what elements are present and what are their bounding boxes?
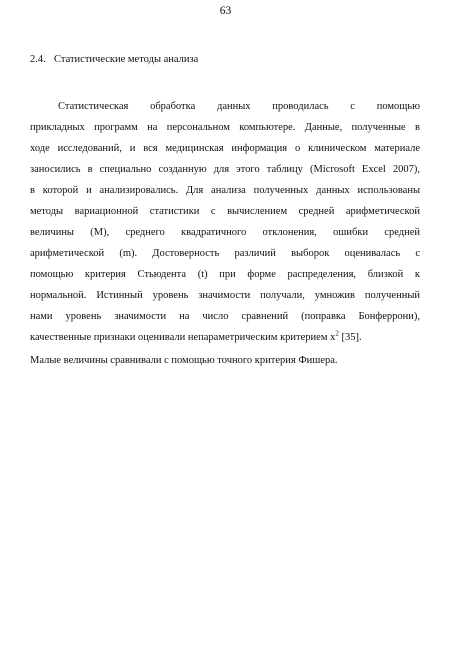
- statistics-paragraph: [30, 96, 420, 348]
- paragraph-line: арифметической (m). Достоверность различий выборок оценивалась с: [30, 248, 420, 259]
- paragraph-line: помощью критерия Стьюдента (t) при форме распределения, близкой к: [30, 269, 420, 280]
- section-title: Статистические методы анализа: [54, 54, 199, 65]
- paragraph-line: Малые величины сравнивали с помощью точного критерия Фишера.: [30, 355, 338, 366]
- paragraph-line: в которой и анализировались. Для анализа полученных данных использованы: [30, 185, 420, 196]
- paragraph-line: нормальной. Истинный уровень значимости получали, умножив полученный: [30, 290, 420, 301]
- reference-citation: [35].: [338, 332, 362, 343]
- paragraph-line: ходе исследований, и вся медицинская информация о клиническом материале: [30, 143, 420, 154]
- last-line-text: качественные признаки оценивали непараметрическим критерием x: [30, 332, 336, 343]
- chi-square-superscript: 2: [335, 329, 339, 338]
- paragraph-line: величины (М), среднего квадратичного отклонения, ошибки средней: [30, 227, 420, 238]
- paragraph-line: заносились в специально созданную для этого таблицу (Microsoft Excel 2007),: [30, 164, 420, 175]
- fisher-paragraph: [30, 350, 420, 371]
- section-heading: [30, 54, 198, 65]
- paragraph-line: прикладных программ на персональном компьютере. Данные, полученные в: [30, 122, 420, 133]
- paragraph-line: методы вариационной статистики с вычислением средней арифметической: [30, 206, 420, 217]
- paragraph-last-line: [30, 327, 420, 348]
- paragraph-line: нами уровень значимости на число сравнений (поправка Бонферрони),: [30, 311, 420, 322]
- page-number: 63: [219, 5, 232, 17]
- section-number: 2.4.: [30, 54, 46, 65]
- paragraph-line: Статистическая обработка данных проводилась с помощью: [58, 101, 420, 112]
